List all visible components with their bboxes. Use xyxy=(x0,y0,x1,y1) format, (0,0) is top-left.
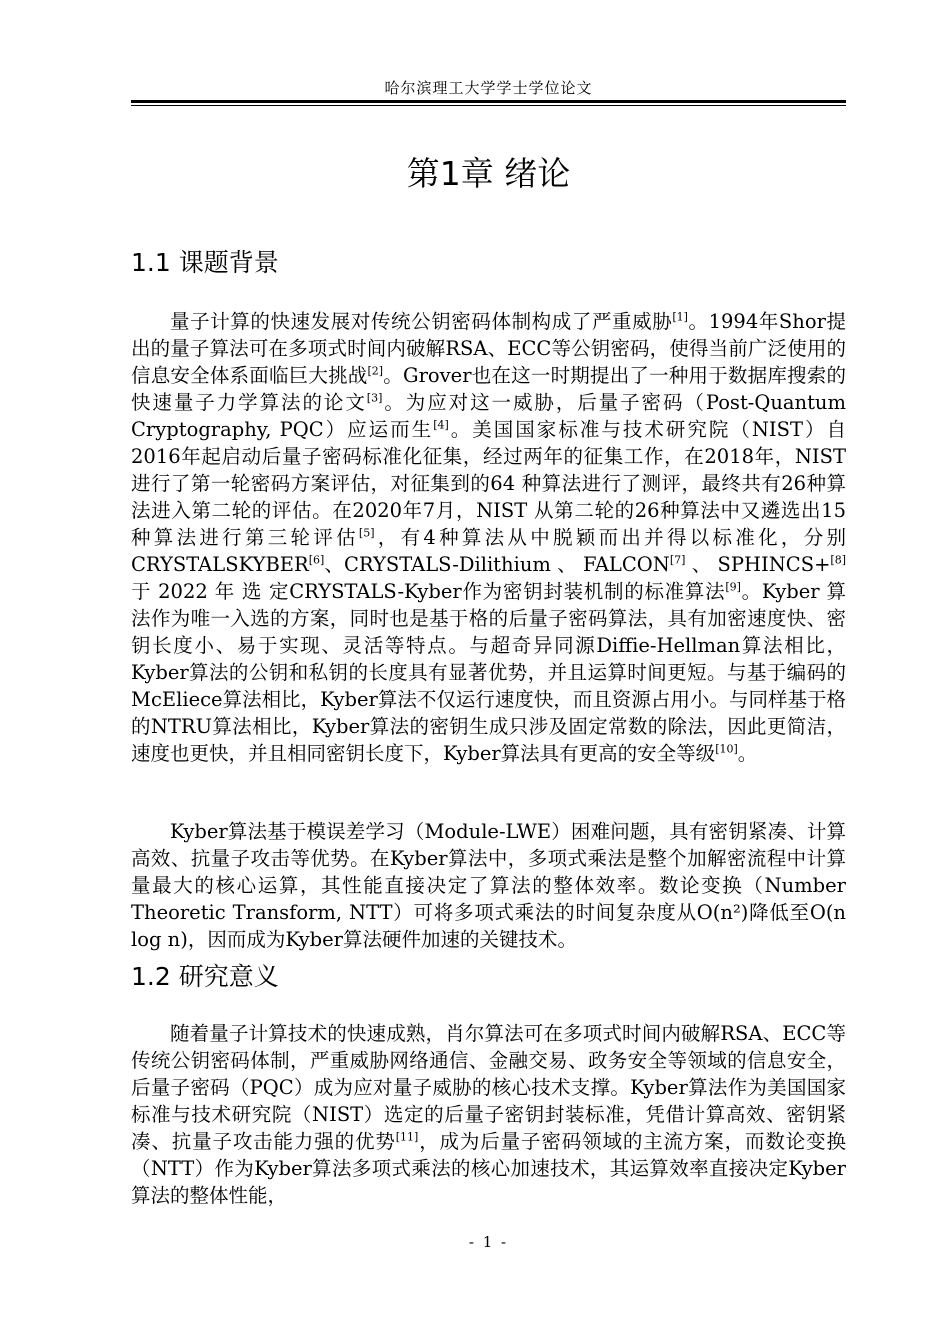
paragraph-background-1 xyxy=(131,308,846,767)
citation-ref: [4] xyxy=(433,418,449,432)
paragraph-text: ，有4种算法从中脱颖而出并得以标准化，分别CRYSTALSKYBER xyxy=(131,526,846,576)
page-number: - 1 - xyxy=(468,1233,509,1251)
paragraph-text: 量子计算的快速发展对传统公钥密码体制构成了严重威胁 xyxy=(170,310,673,333)
paragraph-text: Kyber算法基于模误差学习（Module-LWE）困难问题，具有密钥紧凑、计算高效、抗量子攻击等优势。在Kyber算法中，多项式乘法是整个加解密流程中计算量最大的核心运算，其性能直接决定了算法的整体效率。数论变换（Number Theoretic Transform, NTT）可将多项式乘法的时间复杂度从O(n²)降低至O(n log n)，因而成为Kyber算法硬件加速的关键技术。 xyxy=(131,820,846,951)
citation-ref: [7] xyxy=(669,553,686,567)
paragraph-text: 、CRYSTALS-Dilithium 、 FALCON xyxy=(324,553,670,576)
paragraph-significance-1 xyxy=(131,1020,846,1209)
paragraph-text: 。美国国家标准与技术研究院（NIST）自2016年起启动后量子密码标准化征集，经过两年的征集工作，在2018年，NIST进行了第一轮密码方案评估，对征集到的64 种算法进行了测评，最终共有26种算法进入第二轮的评估。在2020年7月，NIST 从第二轮的26种算法中又遴选出15 种算法进行第三轮评估 xyxy=(131,418,847,549)
header-rule-thick xyxy=(131,100,846,103)
section-heading-1-1: 1.1 课题背景 xyxy=(131,248,279,277)
running-header: 哈尔滨理工大学学士学位论文 xyxy=(384,79,593,97)
paragraph-text: 于 2022 年 选 定CRYSTALS-Kyber作为密钥封装机制的标准算法 xyxy=(131,580,726,603)
paragraph-text: 。1994年Shor提出的量子算法可在多项式时间内破解RSA、ECC等公钥密码，使得当前广泛使用的信息安全体系面临巨大挑战 xyxy=(131,310,846,387)
citation-ref: [5] xyxy=(358,526,375,540)
citation-ref: [10] xyxy=(715,742,738,756)
citation-ref: [9] xyxy=(725,580,741,594)
paragraph-text: 随着量子计算技术的快速成熟，肖尔算法可在多项式时间内破解RSA、ECC等传统公钥密码体制，严重威胁网络通信、金融交易、政务安全等领域的信息安全，后量子密码（PQC）成为应对量子威胁的核心技术支撑。Kyber算法作为美国国家标准与技术研究院（NIST）选定的后量子密钥封装标准，凭借计算高效、密钥紧凑、抗量子攻击能力强的优势 xyxy=(131,1022,846,1153)
section-heading-1-2: 1.2 研究意义 xyxy=(131,962,279,991)
paragraph-text: 。为应对这一威胁，后量子密码（Post-Quantum Cryptography, PQC）应运而生 xyxy=(131,391,846,441)
paragraph-text: 。Grover也在这一时期提出了一种用于数据库搜索的快速量子力学算法的论文 xyxy=(131,364,846,414)
citation-ref: [6] xyxy=(308,553,325,567)
paragraph-text: 。Kyber 算法作为唯一入选的方案，同时也是基于格的后量子密码算法，具有加密速度快、密钥长度小、易于实现、灵活等特点。与超奇异同源Diffie-Hellman算法相比，Kyber算法的公钥和私钥的长度具有显著优势，并且运算时间更短。与基于编码的McEliece算法相比，Kyber算法不仅运行速度快，而且资源占用小。与同样基于格的NTRU算法相比，Kyber算法的密钥生成只涉及固定常数的除法，因此更简洁，速度也更快，并且相同密钥长度下，Kyber算法具有更高的安全等级 xyxy=(131,580,846,765)
header-rule-thin xyxy=(131,105,846,106)
paragraph-text: 、 SPHINCS+ xyxy=(685,553,831,576)
paragraph-background-2 xyxy=(131,818,846,953)
paragraph-text: ，成为后量子密码领域的主流方案，而数论变换（NTT）作为Kyber算法多项式乘法的核心加速技术，其运算效率直接决定Kyber算法的整体性能， xyxy=(131,1130,846,1207)
paragraph-text: 。 xyxy=(737,742,758,765)
chapter-title: 第1章 绪论 xyxy=(406,154,571,193)
citation-ref: [11] xyxy=(395,1130,419,1144)
citation-ref: [2] xyxy=(367,364,384,378)
citation-ref: [8] xyxy=(830,553,846,567)
citation-ref: [3] xyxy=(366,391,383,405)
citation-ref: [1] xyxy=(672,310,688,324)
